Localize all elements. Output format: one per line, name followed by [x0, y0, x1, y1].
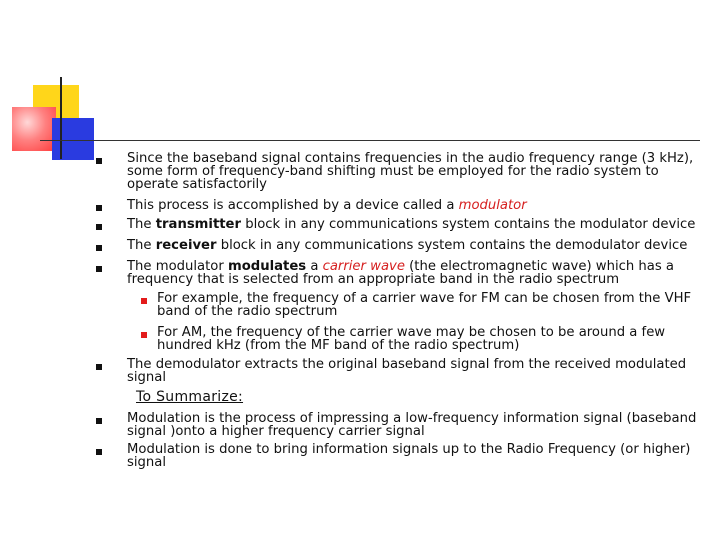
decor-vertical-line	[60, 77, 62, 159]
bullet-square-icon	[96, 418, 102, 424]
bullet-text: The	[127, 238, 156, 253]
sub-bullet-square-icon	[141, 298, 147, 304]
bullet-square-icon	[96, 205, 102, 211]
bullet-text: Modulation is the process of impressing a low-frequency information signal (baseband signal )onto a higher frequency carrier signal	[127, 411, 697, 439]
bullet-square-icon	[96, 224, 102, 230]
sub-bullet-fm	[91, 292, 706, 318]
bullet-transmitter	[91, 218, 706, 231]
decor-red-square	[12, 107, 56, 151]
bullet-text: The modulator	[127, 259, 228, 274]
bullet-text: (the electromagnetic wave) which has a frequency that is selected from an appropriate band in the radio spectrum	[127, 259, 674, 287]
bullet-text: This process is accomplished by a device called a	[127, 198, 459, 213]
term-modulates: modulates	[227, 259, 307, 274]
slide-content	[91, 152, 706, 469]
bullet-modulation-definition	[91, 412, 706, 438]
bullet-text: Since the baseband signal contains frequencies in the audio frequency range (3 kHz), some form of frequency-band shifting must be employed for the radio system to operate satisfactorily	[127, 151, 694, 192]
bullet-square-icon	[96, 266, 102, 272]
sub-bullet-square-icon	[141, 332, 147, 338]
bullet-modulates	[91, 260, 706, 286]
bullet-baseband	[91, 152, 706, 191]
summary-heading: To Summarize:	[136, 389, 244, 405]
bullet-square-icon	[96, 449, 102, 455]
bullet-text: The demodulator extracts the original baseband signal from the received modulated signal	[127, 357, 687, 385]
bullet-square-icon	[96, 158, 102, 164]
bullet-receiver	[91, 239, 706, 252]
bullet-square-icon	[96, 245, 102, 251]
bullet-modulation-purpose	[91, 443, 706, 469]
sub-bullet-text: For example, the frequency of a carrier wave for FM can be chosen from the VHF band of the radio spectrum	[157, 291, 692, 319]
sub-bullet-am	[91, 326, 706, 352]
decor-blue-square	[52, 118, 94, 160]
sub-bullet-text: For AM, the frequency of the carrier wave may be chosen to be around a few hundred kHz (from the MF band of the radio spectrum)	[157, 325, 666, 353]
bullet-text: block in any communications system contains the demodulator device	[216, 238, 688, 253]
term-receiver: receiver	[155, 238, 217, 253]
term-transmitter: transmitter	[155, 217, 241, 232]
title-divider-line	[40, 140, 700, 141]
bullet-text: Modulation is done to bring information signals up to the Radio Frequency (or higher) signal	[127, 442, 691, 470]
bullet-text: block in any communications system contains the modulator device	[241, 217, 696, 232]
bullet-demodulator	[91, 358, 706, 384]
bullet-text: The	[127, 217, 156, 232]
term-carrier-wave: carrier wave	[322, 259, 405, 274]
bullet-modulator-device	[91, 199, 706, 212]
bullet-square-icon	[96, 364, 102, 370]
term-modulator: modulator	[458, 198, 527, 213]
bullet-text: a	[306, 259, 323, 274]
